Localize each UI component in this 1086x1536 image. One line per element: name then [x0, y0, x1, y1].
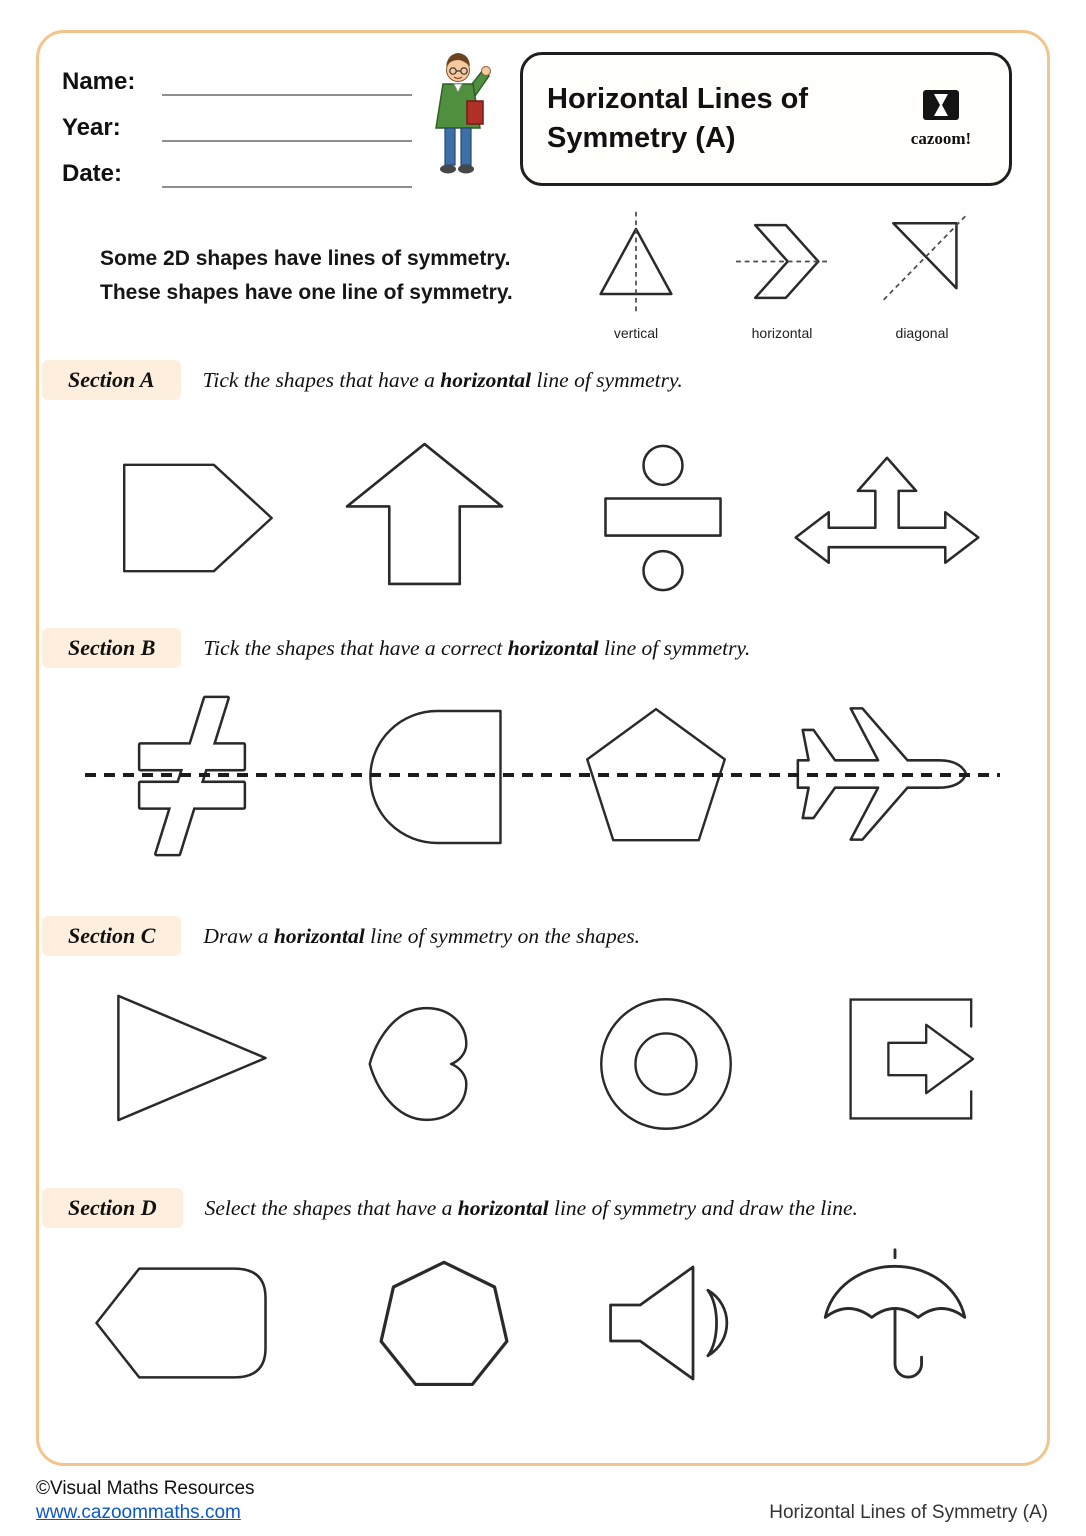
shape-pentagon[interactable] [575, 698, 737, 861]
section-d-header [42, 1188, 858, 1228]
shape-division-sign[interactable] [588, 440, 738, 601]
shape-triple-arrow-up-left-right[interactable] [788, 452, 986, 593]
section-c-label: Section C [42, 916, 181, 956]
shape-d-shape[interactable] [338, 698, 518, 861]
intro-line-1: Some 2D shapes have lines of symmetry. [100, 247, 511, 270]
shape-not-equal-sign[interactable] [125, 690, 259, 867]
triangle-vertical-symmetry-icon [584, 206, 688, 316]
title-line-1: Horizontal Lines of [547, 82, 808, 115]
footer-copyright: ©Visual Maths Resources [36, 1478, 255, 1499]
shape-square-with-arrow[interactable] [838, 985, 982, 1138]
year-field [62, 104, 412, 142]
example-diagonal [866, 206, 978, 341]
footer-worksheet-name: Horizontal Lines of Symmetry (A) [769, 1502, 1048, 1523]
section-d-label: Section D [42, 1188, 183, 1228]
section-c-instruction: Draw a horizontal line of symmetry on the shapes. [203, 923, 640, 948]
shape-heptagon[interactable] [368, 1250, 520, 1403]
example-vertical [580, 206, 692, 341]
name-input-line[interactable] [162, 66, 412, 96]
right-triangle-diagonal-symmetry-icon [870, 206, 974, 316]
section-b-header [42, 628, 750, 668]
chevron-horizontal-symmetry-icon [730, 206, 834, 316]
section-b-label: Section B [42, 628, 181, 668]
year-input-line[interactable] [162, 112, 412, 142]
example-horizontal [726, 206, 838, 341]
cazoom-goblet-icon [922, 90, 960, 122]
year-label: Year: [62, 114, 121, 141]
section-b-instruction: Tick the shapes that have a correct horizontal line of symmetry. [203, 635, 751, 660]
date-label: Date: [62, 160, 123, 187]
shape-airplane[interactable] [790, 688, 976, 865]
section-a-label: Section A [42, 360, 181, 400]
shape-sideways-heart[interactable] [360, 993, 512, 1140]
title-line-2: Symmetry (A) [547, 122, 736, 154]
date-input-line[interactable] [162, 158, 412, 188]
worksheet-title [547, 80, 897, 158]
shape-speaker[interactable] [600, 1253, 748, 1398]
section-c-header [42, 916, 640, 956]
footer-link[interactable]: www.cazoommaths.com [36, 1502, 241, 1523]
shape-umbrella[interactable] [812, 1246, 978, 1407]
example-horizontal-label: horizontal [751, 325, 813, 341]
shape-up-block-arrow[interactable] [335, 436, 513, 597]
brand-name: cazoom! [910, 128, 972, 148]
shape-right-pointing-pentagon[interactable] [108, 448, 286, 593]
intro-line-2: These shapes have one line of symmetry. [100, 280, 513, 304]
teacher-illustration [412, 46, 504, 201]
example-vertical-label: vertical [613, 325, 659, 341]
section-a-instruction: Tick the shapes that have a horizontal line of symmetry. [202, 367, 683, 392]
example-diagonal-label: diagonal [895, 325, 949, 341]
shape-ring[interactable] [592, 990, 740, 1143]
header-fields [62, 58, 412, 196]
name-label: Name: [62, 68, 136, 95]
section-d-instruction: Select the shapes that have a horizontal line of symmetry and draw the line. [204, 1195, 858, 1220]
brand-logo [897, 90, 985, 149]
shape-right-pointing-triangle[interactable] [105, 985, 277, 1136]
section-b-symmetry-line [85, 773, 1000, 777]
section-a-header [42, 360, 683, 400]
intro-text [100, 242, 513, 309]
title-box [520, 52, 1012, 186]
name-field [62, 58, 412, 96]
shape-left-pointing-hexagon[interactable] [88, 1255, 274, 1396]
date-field [62, 150, 412, 188]
